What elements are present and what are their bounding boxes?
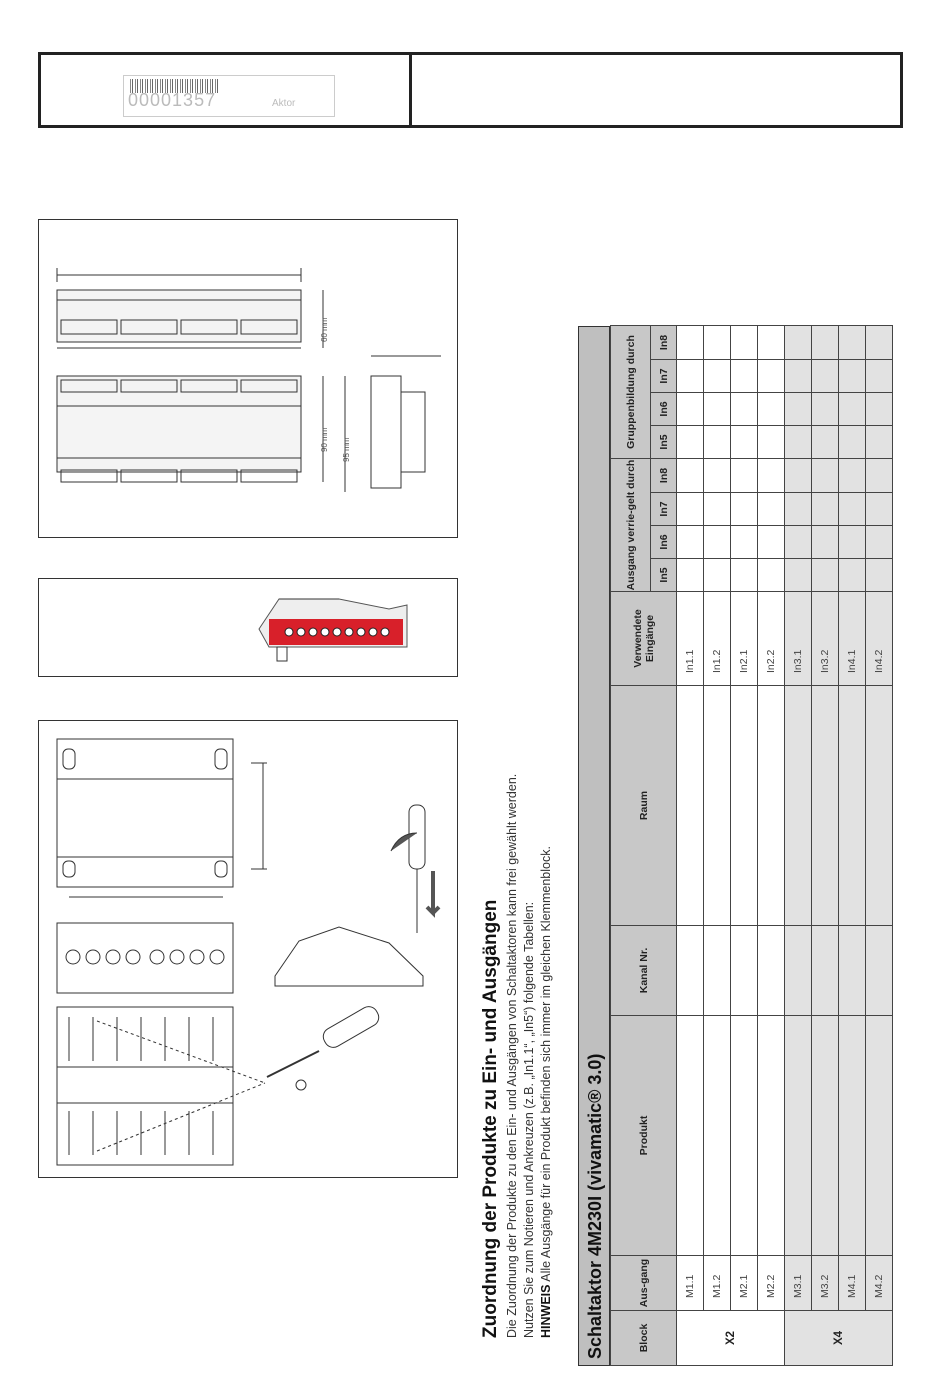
table-row — [866, 325, 893, 1365]
table-row — [812, 325, 839, 1365]
eingang-cell: In2.2 — [758, 592, 785, 686]
figure-dimensions — [38, 219, 458, 538]
section-line-2: Nutzen Sie zum Notieren und Ankreuzen (z.B. „In1.1“, „In5“) folgende Tabellen: — [522, 901, 536, 1338]
note-text: Alle Ausgänge für ein Produkt befinden sich immer im gleichen Klemmenblock. — [539, 846, 553, 1282]
ausgang-cell: M3.2 — [812, 1256, 839, 1311]
th-g-in5: In5 — [651, 425, 677, 458]
th-v-in5: In5 — [651, 559, 677, 592]
dim-60-label: 60 mm — [320, 317, 329, 342]
mounting-drawing — [39, 721, 457, 1177]
eingang-cell: In4.1 — [839, 592, 866, 686]
table-row — [677, 325, 704, 1365]
th-block: Block — [611, 1311, 677, 1366]
th-ausgang: Aus-gang — [611, 1256, 677, 1311]
block-cell-x4: X4 — [785, 1311, 893, 1366]
sticker-number: 00001357 — [128, 90, 217, 110]
terminal-drawing — [39, 579, 457, 676]
section-line-1: Die Zuordnung der Produkte zu den Ein- und Ausgängen von Schaltaktoren kann frei gewählt werden. — [505, 773, 519, 1338]
ausgang-cell: M2.1 — [731, 1256, 758, 1311]
th-v-in7: In7 — [651, 493, 677, 526]
th-produkt: Produkt — [611, 1016, 677, 1256]
table-row — [731, 325, 758, 1365]
eingang-cell: In2.1 — [731, 592, 758, 686]
kanal-cell[interactable] — [677, 926, 704, 1016]
ausgang-cell: M3.1 — [785, 1256, 812, 1311]
th-raum: Raum — [611, 686, 677, 926]
table-title: Schaltaktor 4M230I (vivamatic® 3.0) — [578, 326, 610, 1366]
ausgang-cell: M1.2 — [704, 1256, 731, 1311]
ausgang-cell: M1.1 — [677, 1256, 704, 1311]
sticker-label: Aktor — [272, 98, 296, 109]
ausgang-cell: M2.2 — [758, 1256, 785, 1311]
table-row — [785, 325, 812, 1365]
raum-cell[interactable] — [677, 686, 704, 926]
eingang-cell: In4.2 — [866, 592, 893, 686]
dim-95-label: 95 mm — [342, 437, 351, 462]
ausgang-cell: M4.2 — [866, 1256, 893, 1311]
table-row — [839, 325, 866, 1365]
section-note — [539, 846, 553, 1338]
figure-terminal — [38, 578, 458, 677]
th-verriegelt: Ausgang verrie-gelt durch — [611, 458, 651, 591]
th-kanal: Kanal Nr. — [611, 926, 677, 1016]
assignment-table — [578, 326, 885, 1366]
th-g-in6: In6 — [651, 392, 677, 425]
block-cell-x2: X2 — [677, 1311, 785, 1366]
th-g-in7: In7 — [651, 359, 677, 392]
header-divider — [409, 55, 412, 125]
eingang-cell: In1.1 — [677, 592, 704, 686]
dimension-drawing — [39, 220, 457, 537]
table-row — [758, 325, 785, 1365]
table-grid — [610, 325, 893, 1366]
figure-mounting — [38, 720, 458, 1178]
section-heading: Zuordnung der Produkte zu Ein- und Ausgängen — [480, 899, 501, 1338]
eingang-cell: In1.2 — [704, 592, 731, 686]
produkt-cell[interactable] — [677, 1016, 704, 1256]
header-frame — [38, 52, 903, 128]
ausgang-cell: M4.1 — [839, 1256, 866, 1311]
label-sticker — [123, 75, 335, 117]
th-eingaenge: Verwendete Eingänge — [611, 592, 677, 686]
table-row — [704, 325, 731, 1365]
note-label: HINWEIS — [539, 1284, 553, 1338]
th-g-in8: In8 — [651, 325, 677, 359]
th-gruppen: Gruppenbildung durch — [611, 325, 651, 458]
dim-90-label: 90 mm — [320, 427, 329, 452]
th-v-in6: In6 — [651, 526, 677, 559]
eingang-cell: In3.1 — [785, 592, 812, 686]
th-v-in8: In8 — [651, 458, 677, 492]
eingang-cell: In3.2 — [812, 592, 839, 686]
